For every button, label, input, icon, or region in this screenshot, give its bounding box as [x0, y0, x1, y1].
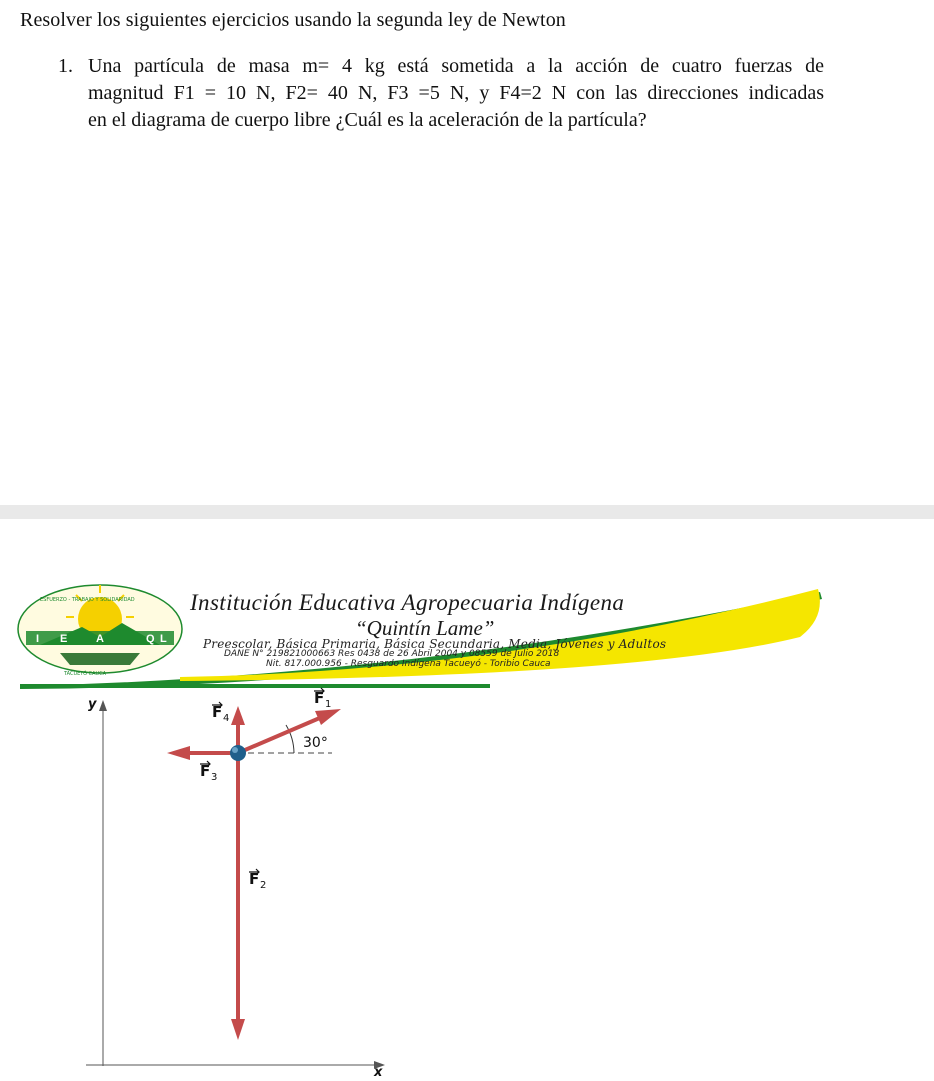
f1-label [314, 688, 331, 710]
x-axis-label: x [374, 1065, 383, 1080]
svg-text:4: 4 [223, 713, 230, 724]
f1-arrow-head [315, 709, 341, 725]
svg-text:ESFUERZO - TRABAJO Y SOLIDARID: ESFUERZO - TRABAJO Y SOLIDARIDAD [40, 597, 135, 603]
school-name: Institución Educativa Agropecuaria Indígena [190, 590, 625, 615]
f4-label [212, 702, 229, 724]
instruction-text: Resolver los siguientes ejercicios usando la segunda ley de Newton [20, 9, 566, 31]
problem-line-2: magnitud F1 = 10 N, F2= 40 N, F3 =5 N, y F4=2 N con las direcciones indicadas [88, 82, 824, 104]
school-levels: Preescolar, Básica Primaria, Básica Secundaria, Media, Jóvenes y Adultos [203, 637, 667, 651]
problem-statement [88, 53, 824, 134]
problem-number: 1. [58, 55, 73, 77]
page-1 [0, 0, 934, 505]
svg-text:Q: Q [146, 633, 155, 645]
f3-arrow-head [167, 746, 190, 760]
problem-1 [58, 53, 824, 134]
particle [230, 745, 246, 761]
f2-label [249, 869, 266, 891]
svg-text:E: E [60, 633, 68, 645]
f2-arrow-head [231, 1019, 245, 1040]
problem-line-3: en el diagrama de cuerpo libre ¿Cuál es la aceleración de la partícula? [88, 109, 647, 131]
free-body-diagram [0, 519, 934, 1081]
y-axis-label: y [88, 697, 97, 712]
svg-text:F: F [200, 762, 211, 780]
svg-text:F: F [314, 689, 325, 707]
f3-label [200, 761, 217, 783]
problem-line-1: Una partícula de masa m= 4 kg está sometida a la acción de cuatro fuerzas de [88, 55, 824, 77]
school-name-quintin-lame: “Quintín Lame” [355, 616, 495, 640]
svg-text:I: I [36, 633, 40, 645]
f4-arrow-head [231, 706, 245, 725]
y-axis-arrowhead [99, 700, 107, 711]
nit-info: Nit. 817.000.956 - Resguardo Indígena Tacueyó - Toribio Cauca [266, 659, 551, 669]
svg-text:F: F [249, 870, 260, 888]
svg-text:A: A [96, 633, 104, 645]
svg-text:F: F [212, 703, 223, 721]
page-2 [0, 519, 934, 1081]
angle-label: 30° [303, 735, 328, 751]
svg-text:TACUEYÓ CAUCA: TACUEYÓ CAUCA [64, 671, 107, 677]
svg-text:1: 1 [325, 699, 332, 710]
page-divider [0, 505, 934, 519]
svg-text:2: 2 [260, 880, 267, 891]
svg-text:3: 3 [211, 772, 218, 783]
dane-registration: DANE N° 219821000663 Res 0438 de 26 Abril 2004 y 08559 de Julio 2018 [224, 649, 560, 659]
svg-text:L: L [160, 633, 167, 645]
